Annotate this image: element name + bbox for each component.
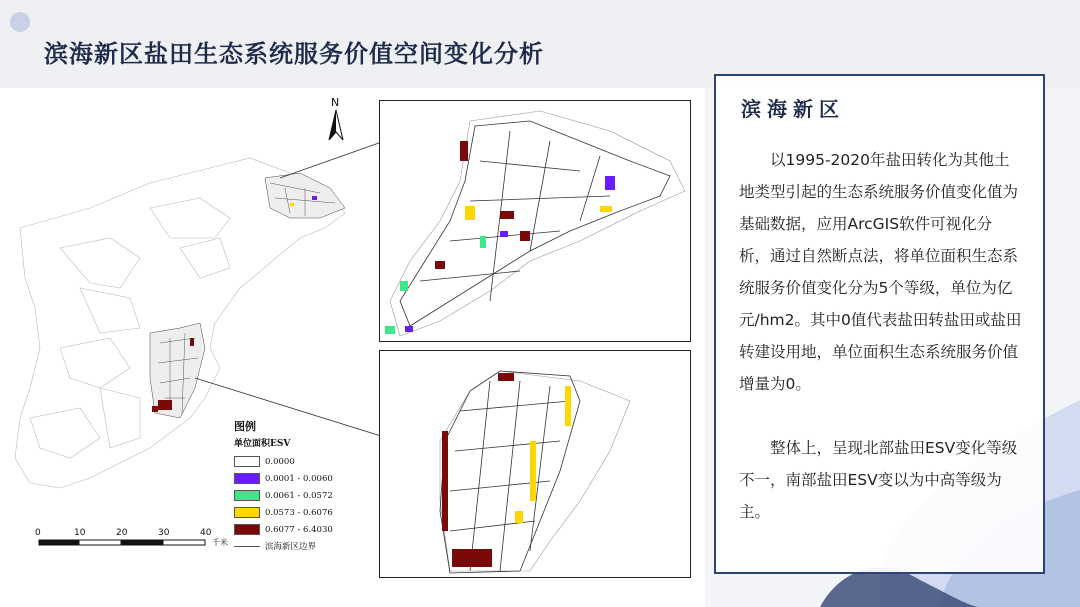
inset1-green-patch (400, 281, 408, 291)
inset1-red-patch-4 (520, 231, 530, 241)
overview-red-patch (158, 400, 172, 410)
legend-item (234, 487, 374, 504)
scale-tick-label: 40 (200, 528, 212, 538)
legend-item (234, 521, 374, 538)
inset1-green-patch-2 (480, 236, 486, 248)
legend-item (234, 453, 374, 470)
inset1-red-patch-2 (500, 211, 514, 219)
info-heading: 滨海新区 (741, 97, 845, 121)
inset-map-south (379, 350, 691, 578)
info-paragraph-2: 整体上，呈现北部盐田ESV变化等级不一，南部盐田ESV变以为中高等级为主。 (739, 439, 1018, 521)
legend-item-label: 0.0573 - 0.6076 (265, 507, 333, 518)
legend-boundary-label: 滨海新区边界 (265, 542, 317, 552)
north-label: N (331, 96, 340, 109)
scale-unit: 千米 (212, 538, 228, 547)
legend-item (234, 504, 374, 521)
overview-purple-patch (312, 196, 317, 200)
inset1-red-patch (460, 141, 468, 161)
inset2-yellow-patch (565, 386, 571, 426)
legend-title: 图例 (234, 420, 256, 433)
info-panel (714, 74, 1045, 574)
scale-bar-graphic (38, 539, 210, 547)
scale-bar (35, 528, 228, 552)
inset2-red-patch (452, 549, 492, 567)
inset1-yellow-patch (465, 206, 475, 220)
scale-tick-label: 0 (35, 528, 41, 538)
legend-boundary (234, 540, 374, 552)
scale-tick-label: 20 (116, 528, 128, 538)
inset1-green-patch-3 (385, 326, 395, 334)
map-legend (234, 418, 374, 552)
inset2-yellow-patch-3 (515, 511, 523, 523)
legend-swatch (234, 456, 260, 467)
overview-red-patch-2 (152, 406, 158, 412)
scale-tick-label: 10 (74, 528, 86, 538)
north-arrow-icon (325, 96, 347, 144)
legend-swatch (234, 507, 260, 518)
inset1-yellow-patch-2 (600, 206, 612, 212)
inset1-purple-patch (605, 176, 615, 190)
inset1-purple-patch-3 (405, 326, 413, 332)
inset2-red-edge (442, 431, 448, 531)
overview-red-patch-3 (190, 338, 194, 346)
inset-map-north (379, 100, 691, 342)
inset2-red-patch-2 (498, 373, 514, 381)
legend-item-label: 0.0001 - 0.0060 (265, 473, 333, 484)
inset1-purple-patch-2 (500, 231, 508, 237)
legend-item (234, 470, 374, 487)
legend-item-label: 0.6077 - 6.4030 (265, 524, 333, 535)
scale-tick-label: 30 (158, 528, 170, 538)
legend-subtitle: 单位面积ESV (234, 439, 291, 449)
legend-item-label: 0.0000 (265, 456, 295, 467)
inset2-yellow-patch-2 (530, 441, 536, 501)
legend-swatch (234, 473, 260, 484)
legend-swatch (234, 490, 260, 501)
decorative-circle (10, 12, 30, 32)
legend-swatch (234, 524, 260, 535)
inset1-red-patch-3 (435, 261, 445, 269)
legend-item-label: 0.0061 - 0.0572 (265, 490, 333, 501)
boundary-line-icon (234, 546, 260, 547)
overview-yellow-patch (290, 203, 294, 206)
info-paragraph-1: 以1995-2020年盐田转化为其他土地类型引起的生态系统服务价值变化值为基础数据，应用ArcGIS软件可视化分析，通过自然断点法，将单位面积生态系统服务价值变化分为5个等级，单位为亿元/hm2。其中0值代表盐田转盐田或盐田转建设用地，单位面积生态系统服务价值增量为0。 (739, 151, 1022, 393)
slide-title: 滨海新区盐田生态系统服务价值空间变化分析 (44, 40, 544, 68)
